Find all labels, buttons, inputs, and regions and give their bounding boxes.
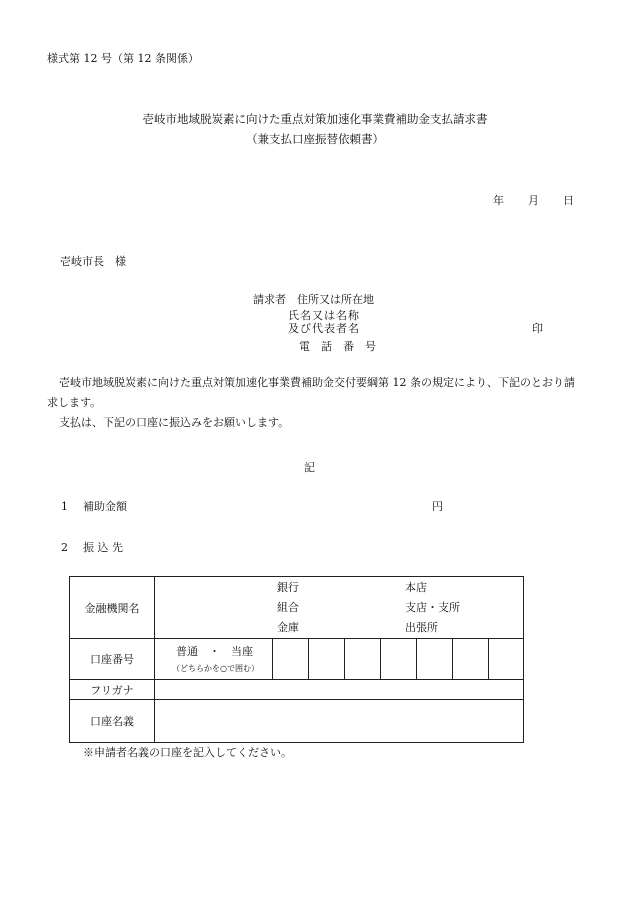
account-digit-1[interactable] (273, 639, 309, 680)
request-paragraph: 壱岐市地域脱炭素に向けた重点対策加速化事業費補助金交付要綱第 12 条の規定により、下記のとおり請求します。 (47, 376, 575, 409)
claimant-label: 請求者 (253, 293, 286, 306)
date-year-label: 年 (493, 194, 504, 207)
inst-type-bank: 銀行 (277, 581, 299, 594)
account-digit-4[interactable] (381, 639, 417, 680)
account-name-label-cell (70, 700, 155, 743)
furigana-input-cell[interactable] (155, 680, 524, 700)
account-digit-5[interactable] (417, 639, 453, 680)
payment-paragraph: 支払は、下記の口座に振込みをお願いします。 (59, 416, 290, 429)
phone-label: 電 話 番 号 (299, 340, 376, 353)
date-month-label: 月 (528, 194, 539, 207)
account-digit-7[interactable] (489, 639, 524, 680)
page-title: 壱岐市地域脱炭素に向けた重点対策加速化事業費補助金支払請求書 (142, 112, 488, 126)
institution-label: 金融機関名 (84, 601, 140, 615)
item1-unit: 円 (432, 500, 443, 513)
branch-type-branch: 支店・支所 (405, 601, 460, 614)
seal-mark: 印 (532, 322, 543, 335)
furigana-label-cell (70, 680, 155, 700)
account-type-note: （どちらかを○で囲む） (172, 664, 259, 673)
account-name-input-cell[interactable] (155, 700, 524, 743)
account-digit-3[interactable] (345, 639, 381, 680)
furigana-label: フリガナ (90, 683, 134, 697)
name-label: 氏名又は名称 (288, 309, 360, 322)
account-digit-6[interactable] (453, 639, 489, 680)
account-name-label: 口座名義 (90, 715, 134, 728)
item2-number: 2 (61, 541, 68, 554)
institution-label-cell (70, 577, 155, 639)
account-type-options: 普通 ・ 当座 (176, 645, 253, 658)
account-number-label: 口座番号 (90, 653, 134, 666)
account-number-label-cell (70, 639, 155, 680)
bank-transfer-table (69, 576, 524, 743)
institution-input-cell[interactable] (155, 577, 524, 639)
inst-type-shinkin: 金庫 (277, 621, 299, 634)
addressee: 壱岐市長 様 (60, 255, 126, 268)
item2-label: 振 込 先 (83, 541, 123, 554)
item1-number: 1 (61, 500, 68, 513)
account-type-cell[interactable] (155, 639, 273, 680)
page-subtitle: （兼支払口座振替依頼書） (246, 132, 384, 146)
account-digit-2[interactable] (309, 639, 345, 680)
branch-type-head: 本店 (405, 581, 427, 594)
account-note: ※申請者名義の口座を記入してください。 (83, 746, 292, 759)
inst-type-union: 組合 (277, 601, 299, 614)
branch-type-sub: 出張所 (405, 621, 438, 634)
representative-label: 及び代表者名 (288, 322, 360, 335)
ki-heading: 記 (304, 461, 315, 474)
form-number: 様式第 12 号（第 12 条関係） (47, 52, 199, 65)
item1-label: 補助金額 (83, 500, 127, 513)
address-label: 住所又は所在地 (297, 293, 374, 306)
date-day-label: 日 (563, 194, 574, 207)
